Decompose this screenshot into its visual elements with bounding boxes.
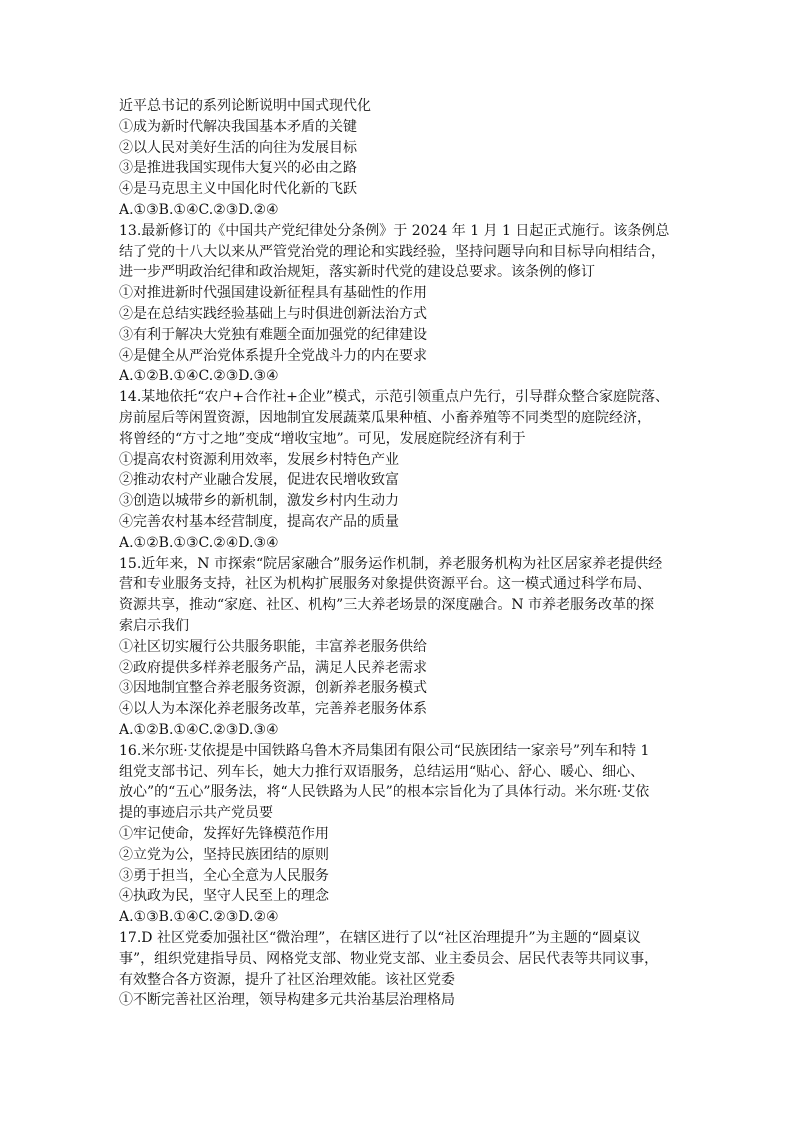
text-line: A.①②B.①④C.②③D.③④ <box>119 722 279 738</box>
text-line: ③有利于解决大党独有难题全面加强党的纪律建设 <box>119 326 427 343</box>
text-line: 13.最新修订的《中国共产党纪律处分条例》于 2024 年 1 月 1 日起正式施行。该条例总 <box>119 222 670 239</box>
text-line: 提的事迹启示共产党员要 <box>119 805 273 822</box>
text-line: 结了党的十八大以来从严管党治党的理论和实践经验，坚持问题导向和目标导向相结合， <box>119 243 665 260</box>
text-line: ③勇于担当，全心全意为人民服务 <box>119 867 329 884</box>
text-line: ④执政为民，坚守人民至上的理念 <box>119 888 329 905</box>
text-line: A.①②B.①④C.②③D.③④ <box>119 368 279 385</box>
text-line: ①牢记使命，发挥好先锋模范作用 <box>119 826 329 842</box>
text-line: ①社区切实履行公共服务职能，丰富养老服务供给 <box>119 638 427 655</box>
text-line: 16.米尔班·艾依提是中国铁路乌鲁木齐局集团有限公司“民族团结一家亲号”列车和特 1 <box>119 742 650 759</box>
text-line: 营和专业服务支持，社区为机构扩展服务对象提供资源平台。这一模式通过科学布局、 <box>119 576 651 593</box>
text-line: ④以人为本深化养老服务改革，完善养老服务体系 <box>119 701 427 718</box>
text-line: 组党支部书记、列车长，她大力推行双语服务，总结运用“贴心、舒心、暖心、细心、 <box>119 763 645 780</box>
text-line: 15.近年来，N 市探索“院居家融合”服务运作机制，养老服务机构为社区居家养老提供经 <box>119 555 663 572</box>
text-line: ②立党为公，坚持民族团结的原则 <box>119 846 329 863</box>
text-line: ③是推进我国实现伟大复兴的必由之路 <box>119 160 357 177</box>
text-line: 有效整合各方资源，提升了社区治理效能。该社区党委 <box>119 971 455 988</box>
text-line: 近平总书记的系列论断说明中国式现代化 <box>119 98 371 114</box>
text-line: ②是在总结实践经验基础上与时俱进创新法治方式 <box>119 306 427 322</box>
text-line: 事”，组织党建指导员、网格党支部、物业党支部、业主委员会、居民代表等共同议事， <box>119 950 659 967</box>
text-line: ②推动农村产业融合发展，促进农民增收致富 <box>119 472 399 489</box>
text-line: A.①③B.①④C.②③D.②④ <box>119 202 279 218</box>
text-line: ②政府提供多样养老服务产品，满足人民养老需求 <box>119 659 427 676</box>
text-line: 将曾经的“方寸之地”变成“增收宝地”。可见，发展庭院经济有利于 <box>119 430 526 447</box>
text-line: 17.D 社区党委加强社区“微治理”，在辖区进行了以“社区治理提升”为主题的“圆桌议 <box>119 930 641 946</box>
text-line: 进一步严明政治纪律和政治规矩，落实新时代党的建设总要求。该条例的修订 <box>119 264 595 281</box>
text-line: ③因地制宜整合养老服务资源，创新养老服务模式 <box>119 680 427 697</box>
text-line: A.①②B.①③C.②④D.③④ <box>119 534 279 551</box>
text-line: ①成为新时代解决我国基本矛盾的关键 <box>119 118 357 135</box>
text-line: A.①③B.①④C.②③D.②④ <box>119 909 279 926</box>
text-line: ④完善农村基本经营制度，提高农产品的质量 <box>119 514 399 530</box>
text-line: 放心”的“五心”服务法，将“人民铁路为人民”的根本宗旨化为了具体行动。米尔班·艾依 <box>119 784 650 801</box>
text-line: ①对推进新时代强国建设新征程具有基础性的作用 <box>119 285 427 302</box>
text-line: ③创造以城带乡的新机制，激发乡村内生动力 <box>119 493 399 510</box>
text-line: ①不断完善社区治理，领导构建多元共治基层治理格局 <box>119 992 455 1009</box>
text-line: ①提高农村资源利用效率，发展乡村特色产业 <box>119 451 399 468</box>
text-line: ②以人民对美好生活的向往为发展目标 <box>119 139 357 156</box>
text-line: ④是马克思主义中国化时代化新的飞跃 <box>119 181 357 198</box>
text-line: 索启示我们 <box>119 618 189 634</box>
text-line: ④是健全从严治党体系提升全党战斗力的内在要求 <box>119 347 427 364</box>
text-line: 房前屋后等闲置资源，因地制宜发展蔬菜瓜果种植、小畜养殖等不同类型的庭院经济， <box>119 410 651 426</box>
text-line: 资源共享，推动“家庭、社区、机构”三大养老场景的深度融合。N 市养老服务改革的探 <box>119 597 655 614</box>
text-line: 14.某地依托“农户+合作社+企业”模式，示范引领重点户先行，引导群众整合家庭院落、 <box>119 389 670 406</box>
